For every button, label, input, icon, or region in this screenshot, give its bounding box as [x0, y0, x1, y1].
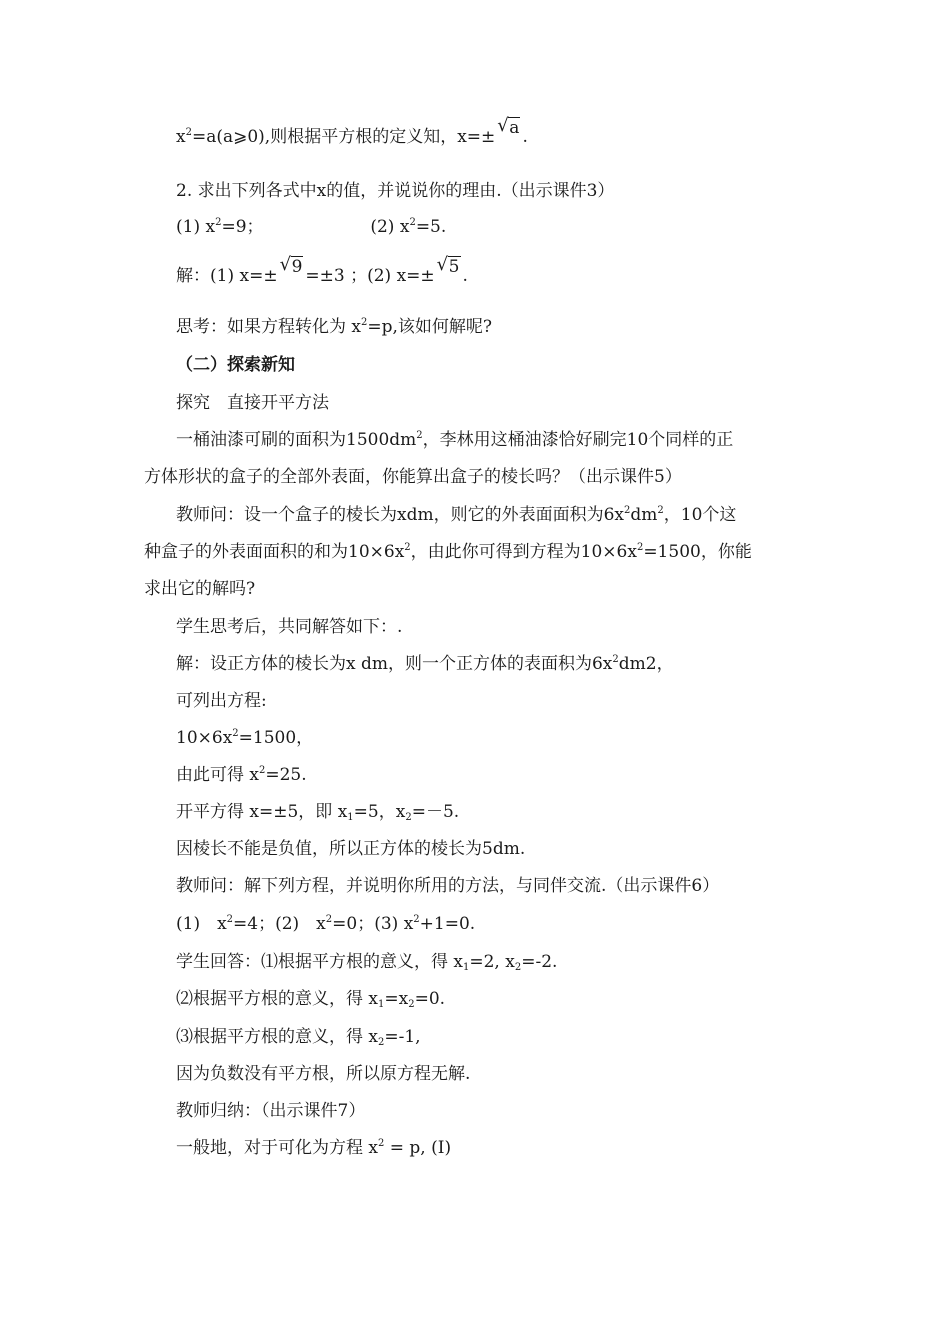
sqrt-a: √ a — [497, 115, 520, 138]
solution-2-line: 解：设正方体的棱长为x dm，则一个正方体的表面积为$6x^2dm2$， — [176, 654, 674, 674]
section-title: （二）探索新知 — [176, 355, 295, 375]
problem-line-2: 方体形状的盒子的全部外表面，你能算出盒子的棱长吗？（出示课件5） — [144, 467, 682, 487]
summary-line: 教师归纳：（出示课件7） — [176, 1101, 366, 1121]
general-line: 一般地，对于可化为方程 $x^2 = p$, (Ⅰ) — [176, 1138, 452, 1158]
teacher-question-line-2: 种盒子的外表面面积的和为$10\times 6x^2$，由此你可得到方程为$10\times 6x^2=1500$，你能 — [144, 542, 752, 562]
answer-3: ⑶根据平方根的意义，得 $x_2=-1$, — [176, 1027, 421, 1048]
teacher-question-line-3: 求出它的解吗? — [144, 579, 256, 599]
teacher-question-line-1: 教师问：设一个盒子的棱长为xdm，则它的外表面面积为$6x^2dm^2$，10个这 — [176, 505, 737, 525]
teacher-question-2: 教师问：解下列方程，并说明你所用的方法，与同伴交流.（出示课件6） — [176, 876, 720, 896]
sqrt-9: √ 9 — [279, 254, 303, 277]
hence-line: 由此可得 $x^2=25$. — [176, 765, 307, 785]
question-2-items: (1) $x^2=9$； (2) $x^2=5$. — [176, 217, 447, 237]
because-line: 因棱长不能是负值，所以正方体的棱长为5dm. — [176, 839, 526, 859]
think-line: 思考：如果方程转化为 $x^2=p$,该如何解呢? — [176, 317, 493, 337]
explore-heading: 探究 直接开平方法 — [176, 393, 329, 413]
answer-1: 学生回答：⑴根据平方根的意义，得 $x_1=2$, $x_2=-2$. — [176, 952, 558, 973]
problem-line-1: 一桶油漆可刷的面积为$1500dm^2$，李林用这桶油漆恰好刷完10个同样的正 — [176, 430, 734, 450]
sqrt-5: √ 5 — [436, 254, 460, 277]
question-2: 2. 求出下列各式中x的值，并说说你的理由.（出示课件3） — [176, 181, 615, 201]
equation-line: $10\times 6x^2=1500$， — [176, 728, 314, 748]
solution-line: 解：(1) x=± √ 9 =±3 ；(2) x=± √ 5 . — [176, 254, 468, 286]
equations-list: (1) $x^2=4$；(2) $x^2=0$；(3) $x^2+1=0$. — [176, 914, 476, 934]
student-think-line: 学生思考后，共同解答如下：. — [176, 617, 403, 637]
list-equation-line: 可列出方程: — [176, 691, 267, 711]
answer-2: ⑵根据平方根的意义，得 $x_1=x_2=0$. — [176, 989, 446, 1010]
negative-line: 因为负数没有平方根，所以原方程无解. — [176, 1064, 471, 1084]
intro-line: $x^2=a(a⩾0)$,则根据平方根的定义知，x=± √ a . — [176, 115, 528, 147]
square-root-line: 开平方得 x=±5，即 $x_1=5$，$x_2=-5$. — [176, 802, 460, 823]
